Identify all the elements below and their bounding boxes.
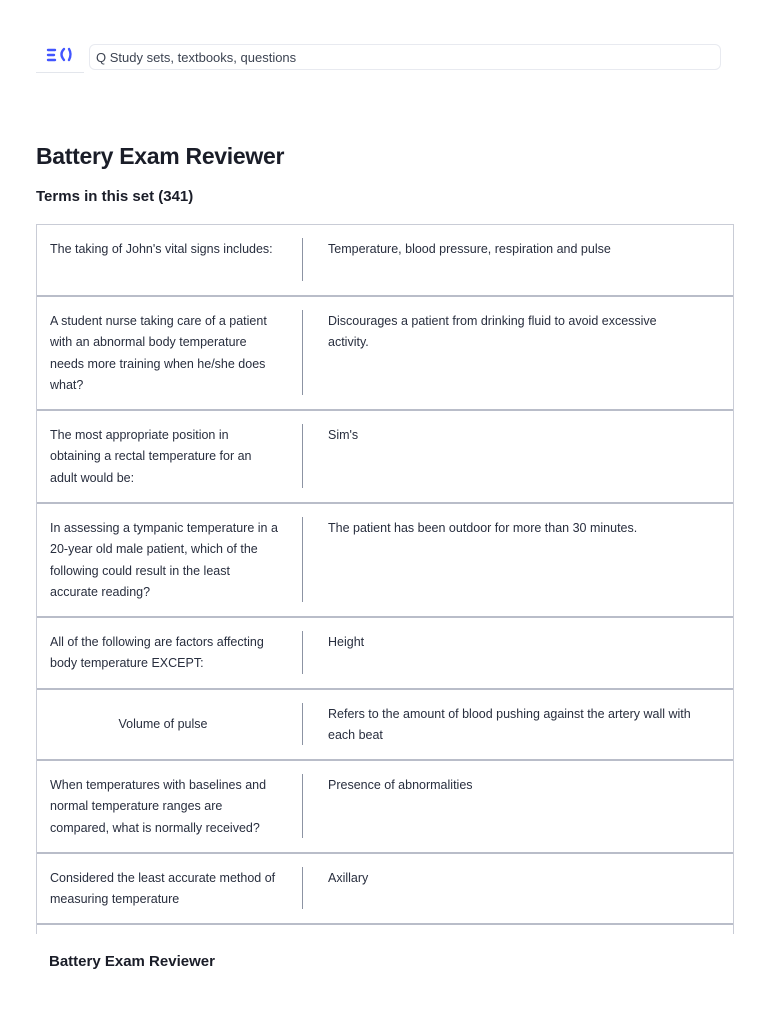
term-text: The most appropriate position in obtaining a rectal temperature for an adult would be:: [50, 428, 252, 485]
term-text: The taking of John's vital signs includes:: [50, 242, 273, 256]
row-divider: [302, 703, 303, 745]
definition-text: Sim's: [328, 428, 359, 442]
row-divider: [302, 310, 303, 395]
term-row[interactable]: [37, 411, 733, 504]
terms-count-heading: Terms in this set (341): [36, 188, 194, 205]
term-row[interactable]: [37, 504, 733, 618]
row-divider: [302, 867, 303, 909]
term-row[interactable]: [37, 297, 733, 411]
definition-text: Height: [328, 635, 365, 649]
brand-logo[interactable]: [36, 43, 84, 73]
term-text: Volume of pulse: [118, 717, 208, 731]
top-bar: [36, 43, 721, 72]
row-divider: [302, 774, 303, 838]
definition-text: Axillary: [328, 871, 369, 885]
row-divider: [302, 238, 303, 281]
page-title: Battery Exam Reviewer: [36, 143, 285, 169]
term-row[interactable]: [37, 690, 733, 761]
term-row-partial[interactable]: [37, 925, 733, 934]
definition-text: Discourages a patient from drinking fluid to avoid excessive activity.: [328, 314, 657, 350]
search-bar[interactable]: [89, 44, 721, 70]
row-divider: [302, 631, 303, 674]
search-input[interactable]: Q Study sets, textbooks, questions: [96, 49, 297, 65]
terms-list: [36, 224, 734, 934]
term-text: When temperatures with baselines and normal temperature ranges are compared, what is normally received?: [50, 778, 267, 835]
term-row[interactable]: [37, 761, 733, 854]
definition-text: Refers to the amount of blood pushing against the artery wall with each beat: [328, 707, 691, 743]
term-row[interactable]: [37, 618, 733, 690]
term-row[interactable]: [37, 854, 733, 925]
definition-text: The patient has been outdoor for more than 30 minutes.: [328, 521, 638, 535]
row-divider: [302, 424, 303, 488]
row-divider: [302, 517, 303, 602]
term-row[interactable]: [37, 225, 733, 297]
term-text: Considered the least accurate method of measuring temperature: [50, 871, 276, 907]
definition-text: Presence of abnormalities: [328, 778, 473, 792]
term-text: All of the following are factors affecting body temperature EXCEPT:: [50, 635, 264, 671]
term-text: In assessing a tympanic temperature in a 20-year old male patient, which of the following could result in the least accurate reading?: [50, 521, 278, 599]
brand-logo-icon: [36, 43, 76, 65]
footer-title: Battery Exam Reviewer: [49, 953, 215, 970]
term-text: A student nurse taking care of a patient with an abnormal body temperature needs more training when he/she does what?: [50, 314, 267, 392]
definition-text: Temperature, blood pressure, respiration and pulse: [328, 242, 611, 256]
